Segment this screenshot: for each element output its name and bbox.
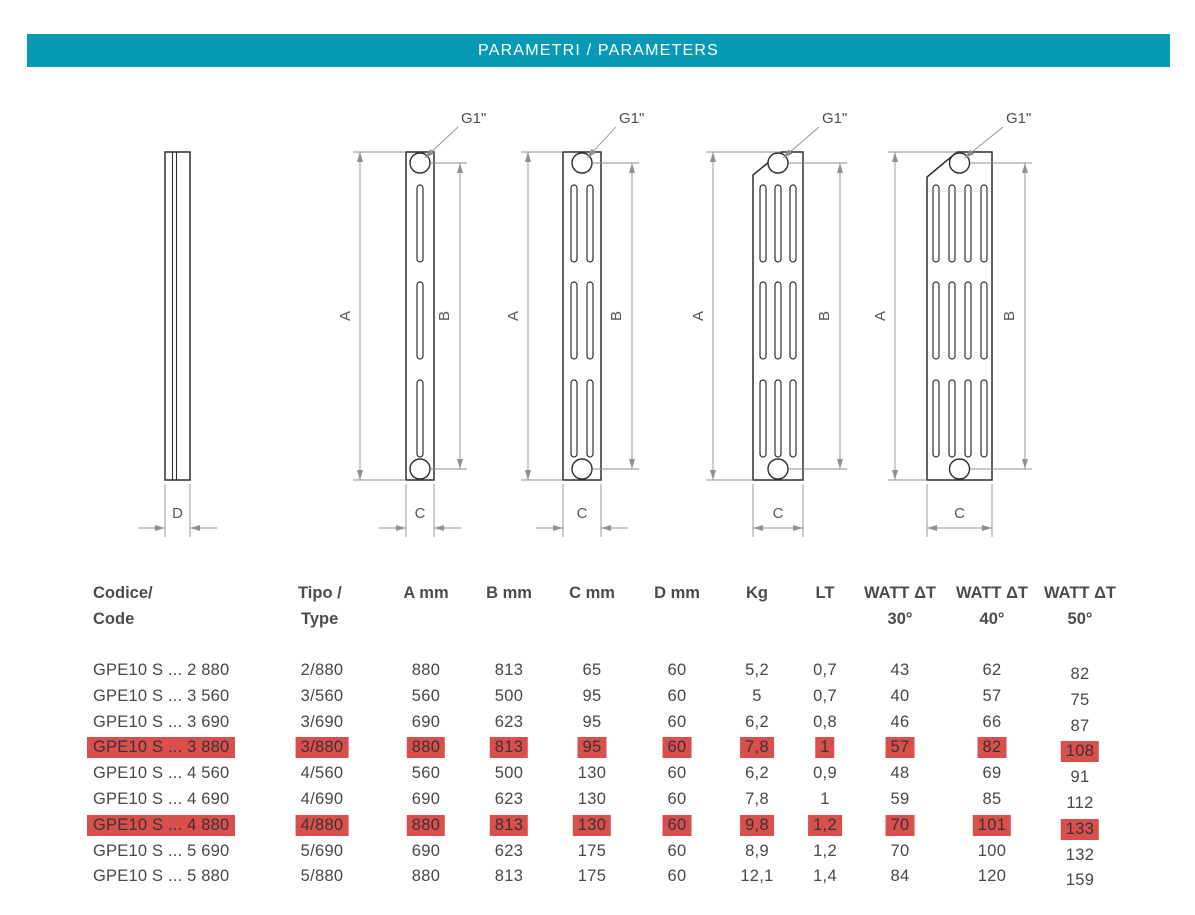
header-line-1: WATT ΔT: [955, 584, 1029, 602]
table-cell: 95: [582, 686, 602, 705]
table-cell: GPE10 S ... 4 880: [87, 815, 235, 836]
table-cell: 0,7: [813, 686, 837, 705]
table-cell: 62: [982, 661, 1002, 679]
table-cell: 82: [978, 737, 1007, 758]
table-cell: 69: [982, 764, 1002, 783]
dimension-label: B: [816, 310, 833, 322]
table-cell: 8,9: [745, 841, 769, 860]
header-line-1: C mm: [569, 584, 615, 602]
page-title: PARAMETRI / PARAMETERS: [478, 41, 719, 59]
table-cell: 75: [1070, 690, 1090, 709]
table-cell: 130: [577, 790, 607, 808]
table-cell: 40: [890, 686, 910, 705]
table-cell: GPE10 S ... 2 880: [93, 661, 230, 679]
dimension-label: B: [1001, 310, 1018, 322]
g1-connection-label: G1": [619, 110, 645, 127]
table-cell: 57: [886, 737, 915, 758]
table-cell: 60: [667, 661, 687, 679]
col-header-d-mm: [654, 580, 700, 606]
table-cell: 133: [1061, 819, 1099, 840]
col-header-a-mm: [403, 580, 448, 606]
table-cell: 880: [407, 815, 445, 836]
dimension-label: C: [772, 505, 784, 522]
table-cell: 880: [411, 867, 441, 886]
table-row: [0, 735, 1195, 761]
table-cell: GPE10 S ... 3 880: [87, 737, 235, 758]
col-header-lt: [816, 580, 835, 606]
table-cell: 623: [494, 712, 524, 731]
col-header-kg: [746, 580, 768, 606]
table-cell: 95: [578, 737, 607, 758]
table-cell: 9,8: [740, 815, 774, 836]
header-line-2: Type: [301, 610, 339, 628]
table-cell: 175: [577, 841, 607, 860]
table-cell: 500: [494, 686, 524, 705]
header-line-1: D mm: [654, 584, 700, 602]
table-row: [0, 658, 1195, 684]
dimension-label: A: [690, 310, 707, 322]
table-cell: 500: [494, 764, 524, 783]
table-cell: 4/690: [300, 790, 344, 808]
table-cell: 112: [1066, 794, 1094, 812]
header-line-2: 40°: [979, 610, 1005, 628]
table-cell: 159: [1065, 871, 1095, 890]
g1-connection-label: G1": [461, 110, 487, 127]
header-line-1: B mm: [486, 584, 532, 602]
table-cell: 175: [577, 867, 607, 886]
col-header-watt-40: [956, 580, 1028, 632]
header-line-1: WATT ΔT: [1043, 584, 1117, 602]
col-header-watt-50: [1044, 580, 1116, 632]
table-cell: 560: [411, 686, 441, 705]
table-row: [0, 839, 1195, 865]
table-cell: GPE10 S ... 3 690: [93, 712, 230, 731]
table-cell: 880: [407, 737, 445, 758]
g1-connection-label: G1": [822, 110, 848, 127]
table-cell: 85: [982, 790, 1002, 808]
dimension-label: A: [337, 310, 354, 322]
table-cell: 1: [815, 737, 834, 758]
dimension-label: A: [872, 310, 889, 322]
dimension-label: C: [954, 505, 965, 522]
table-cell: 60: [663, 815, 692, 836]
table-cell: 4/560: [300, 764, 344, 783]
col-header-watt-30: [864, 580, 936, 632]
table-cell: 5/690: [300, 841, 344, 860]
table-cell: 6,2: [745, 712, 769, 731]
table-cell: 1: [820, 790, 830, 808]
table-row: [0, 710, 1195, 736]
table-cell: 5,2: [745, 661, 769, 679]
table-cell: 60: [667, 841, 687, 860]
table-cell: 46: [890, 712, 910, 731]
table-cell: 100: [977, 841, 1007, 860]
table-cell: 0,9: [813, 764, 837, 783]
table-cell: 3/880: [296, 737, 349, 758]
table-cell: 95: [582, 712, 602, 731]
table-cell: 7,8: [745, 790, 769, 808]
table-cell: GPE10 S ... 3 560: [93, 686, 230, 705]
table-cell: 70: [890, 841, 910, 860]
header-line-1: Tipo /: [298, 584, 342, 602]
header-line-2: 50°: [1067, 610, 1093, 628]
table-row: [0, 787, 1195, 813]
table-cell: 560: [411, 764, 441, 783]
table-cell: 5/880: [300, 867, 344, 886]
table-cell: 65: [582, 661, 602, 679]
dimension-label: D: [172, 505, 183, 522]
table-cell: 813: [490, 815, 528, 836]
col-header-codice: [93, 580, 153, 632]
table-cell: 690: [411, 790, 441, 808]
dimension-label: A: [505, 310, 522, 322]
table-cell: 60: [667, 790, 687, 808]
table-cell: 813: [494, 661, 524, 679]
table-cell: 120: [977, 867, 1007, 886]
table-cell: 60: [667, 764, 687, 783]
table-cell: 0,7: [813, 661, 837, 679]
table-cell: 1,4: [813, 867, 837, 886]
table-cell: 690: [411, 712, 441, 731]
table-cell: GPE10 S ... 4 690: [93, 790, 230, 808]
table-cell: GPE10 S ... 4 560: [93, 764, 230, 783]
table-cell: 1,2: [808, 815, 842, 836]
header-line-1: WATT ΔT: [863, 584, 937, 602]
table-cell: 5: [752, 686, 762, 705]
table-cell: 880: [411, 661, 441, 679]
col-header-tipo: [298, 580, 342, 632]
table-row: [0, 864, 1195, 890]
table-cell: 60: [667, 712, 687, 731]
table-cell: 87: [1070, 716, 1090, 735]
table-row: [0, 761, 1195, 787]
table-row: [0, 813, 1195, 839]
table-cell: 3/690: [300, 712, 344, 731]
table-cell: 813: [490, 737, 528, 758]
col-header-b-mm: [486, 580, 532, 606]
dimension-label: B: [436, 310, 453, 322]
table-cell: 60: [663, 737, 692, 758]
table-cell: 70: [886, 815, 915, 836]
table-cell: 57: [982, 686, 1002, 705]
table-cell: GPE10 S ... 5 690: [93, 841, 230, 860]
header-line-1: A mm: [403, 584, 449, 602]
header-line-1: Codice/: [93, 584, 153, 602]
dimension-label: C: [576, 505, 588, 522]
table-cell: 60: [667, 686, 687, 705]
table-cell: 48: [890, 764, 910, 783]
dimension-label: C: [414, 505, 426, 522]
header-line-1: LT: [815, 584, 835, 602]
table-cell: 690: [411, 841, 441, 860]
table-cell: 59: [890, 790, 910, 808]
table-cell: 43: [890, 661, 910, 679]
header-line-2: Code: [93, 610, 135, 628]
dimension-label: B: [608, 310, 625, 322]
header-line-1: Kg: [746, 584, 768, 602]
table-cell: 1,2: [813, 841, 837, 860]
table-cell: 84: [890, 867, 910, 886]
table-cell: 101: [973, 815, 1011, 836]
table-cell: 130: [573, 815, 611, 836]
table-cell: 623: [494, 790, 524, 808]
table-cell: 3/560: [300, 686, 344, 705]
table-cell: 91: [1070, 768, 1090, 787]
table-cell: 82: [1070, 665, 1090, 683]
table-cell: 813: [494, 867, 524, 886]
table-cell: 2/880: [300, 661, 344, 679]
table-cell: 132: [1065, 845, 1095, 864]
table-cell: GPE10 S ... 5 880: [93, 867, 230, 886]
header-line-2: 30°: [887, 610, 913, 628]
table-cell: 623: [494, 841, 524, 860]
table-cell: 12,1: [740, 867, 774, 886]
table-cell: 66: [982, 712, 1002, 731]
table-cell: 4/880: [296, 815, 349, 836]
table-cell: 130: [577, 764, 607, 783]
table-row: [0, 684, 1195, 710]
g1-connection-label: G1": [1006, 110, 1032, 127]
table-cell: 7,8: [740, 737, 774, 758]
table-cell: 6,2: [745, 764, 769, 783]
col-header-c-mm: [569, 580, 615, 606]
table-cell: 0,8: [813, 712, 837, 731]
table-cell: 108: [1061, 741, 1099, 762]
table-cell: 60: [667, 867, 687, 886]
